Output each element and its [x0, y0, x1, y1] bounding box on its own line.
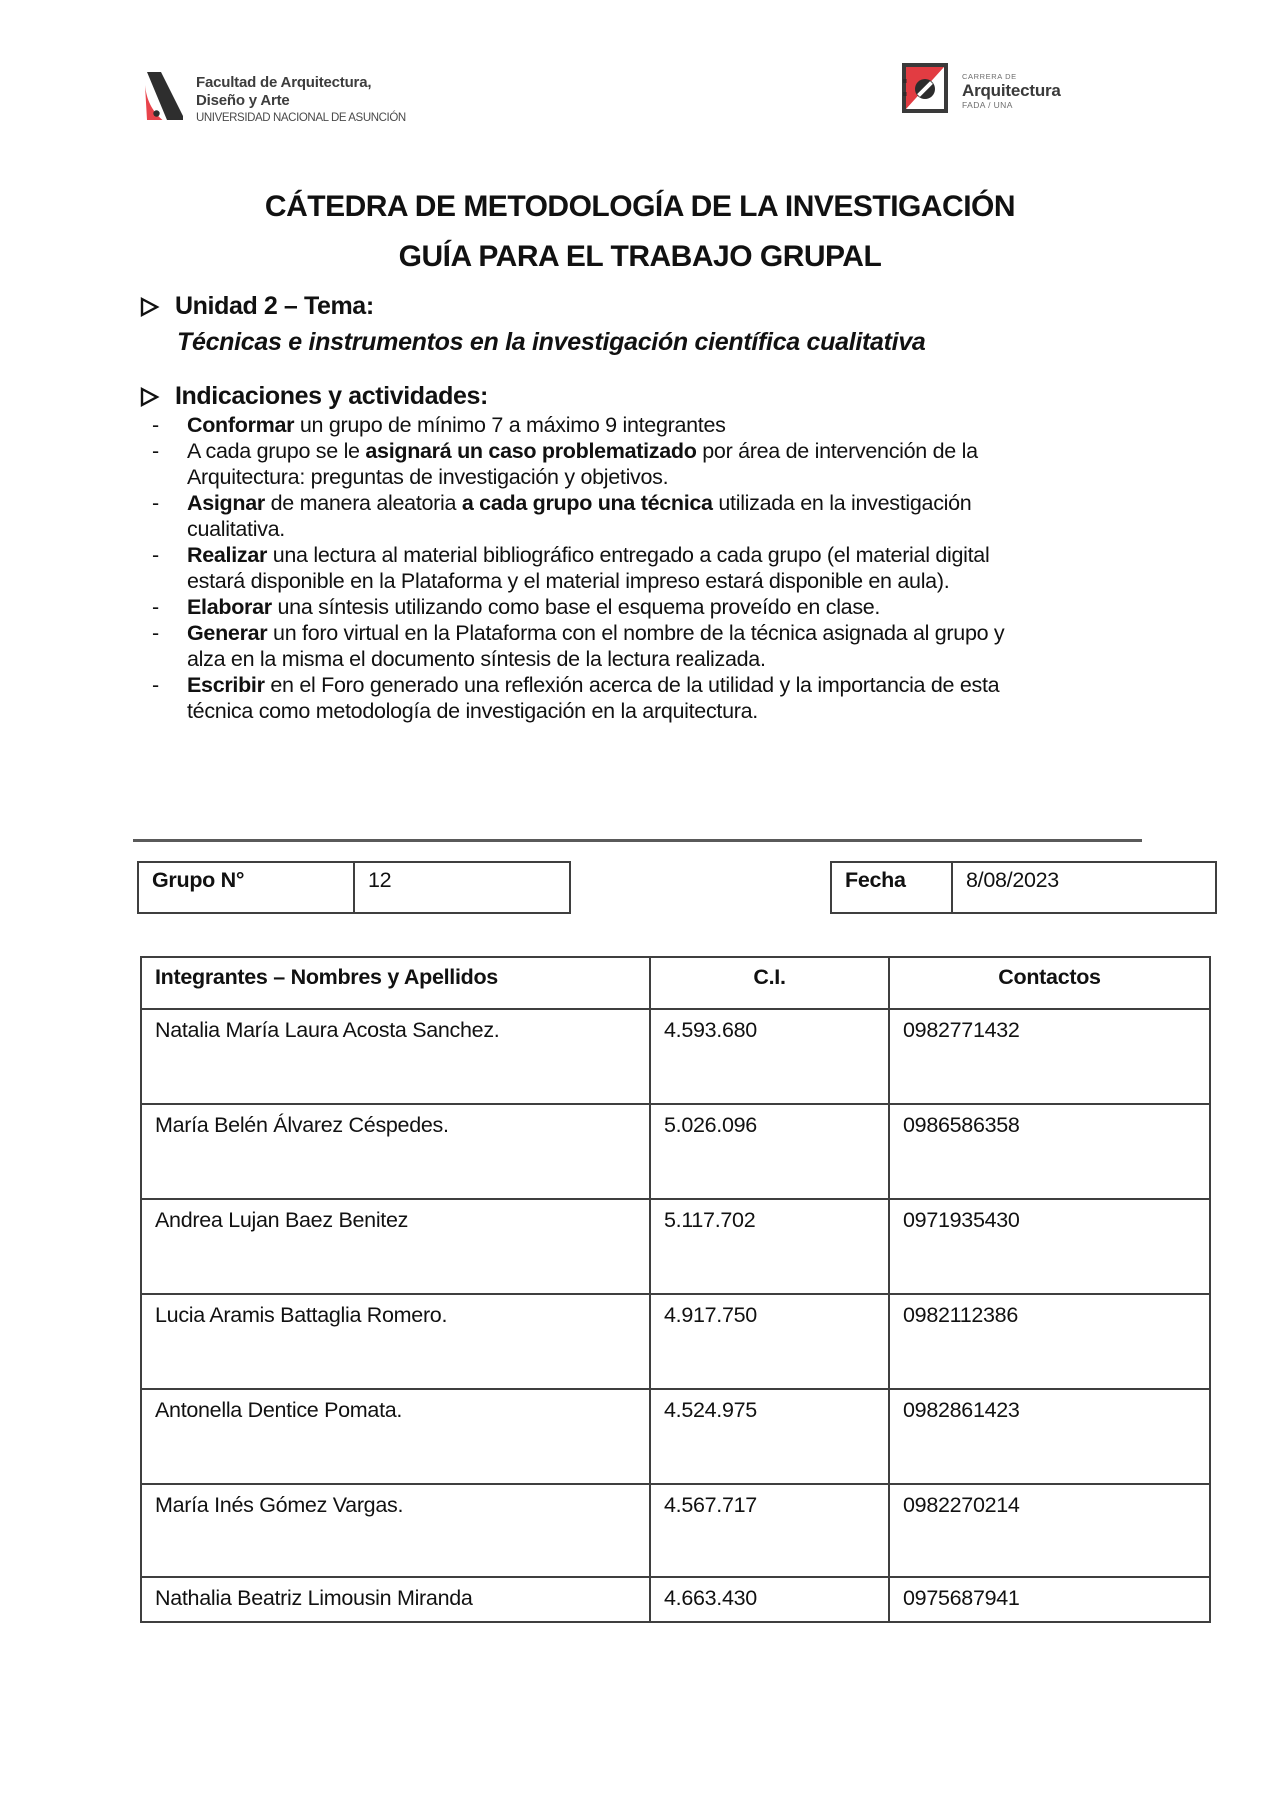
dash-marker: - [152, 673, 159, 697]
list-item [152, 594, 1132, 620]
horizontal-divider [133, 839, 1142, 842]
member-ci-cell: 4.917.750 [650, 1294, 889, 1389]
members-tbody [141, 1009, 1210, 1622]
list-item [152, 490, 1132, 542]
member-row [141, 1577, 1210, 1622]
list-item [152, 672, 1132, 724]
fada-triangle-logo-icon [137, 72, 183, 120]
member-ci-cell: 5.026.096 [650, 1104, 889, 1199]
column-header-contacts: Contactos [889, 957, 1210, 1009]
list-item-text: Escribir en el Foro generado una reflexión acerca de la utilidad y la importancia de esta técnica como metodología de investigación en la arquitectura. [187, 673, 1000, 723]
member-ci-cell: 4.663.430 [650, 1577, 889, 1622]
member-contact-cell: 0975687941 [889, 1577, 1210, 1622]
list-item [152, 412, 1132, 438]
member-name-cell: Nathalia Beatriz Limousin Miranda [141, 1577, 650, 1622]
dash-marker: - [152, 491, 159, 515]
member-ci-cell: 4.567.717 [650, 1484, 889, 1577]
member-name-cell: María Belén Álvarez Céspedes. [141, 1104, 650, 1199]
member-row [141, 1484, 1210, 1577]
arrow-bullet-icon [140, 296, 160, 318]
group-number-value: 12 [354, 862, 570, 913]
section-indicaciones [140, 382, 488, 411]
faculty-logo [137, 72, 406, 126]
member-name-cell: María Inés Gómez Vargas. [141, 1484, 650, 1577]
document-subtitle: GUÍA PARA EL TRABAJO GRUPAL [398, 240, 882, 273]
dash-marker: - [152, 543, 159, 567]
list-item [152, 620, 1132, 672]
group-number-table [137, 861, 571, 914]
section-unidad [140, 292, 374, 321]
list-item-text: A cada grupo se le asignará un caso problematizado por área de intervención de la Arquitectura: preguntas de investigación y objetivos. [187, 439, 978, 489]
member-ci-cell: 5.117.702 [650, 1199, 889, 1294]
dash-marker: - [152, 439, 159, 463]
unidad-heading: Unidad 2 – Tema: [175, 292, 374, 320]
indicaciones-heading: Indicaciones y actividades: [175, 382, 488, 410]
member-name-cell: Andrea Lujan Baez Benitez [141, 1199, 650, 1294]
column-header-names: Integrantes – Nombres y Apellidos [141, 957, 650, 1009]
career-logo [902, 63, 1061, 113]
university-name: UNIVERSIDAD NACIONAL DE ASUNCIÓN [196, 112, 406, 124]
dash-marker: - [152, 413, 159, 437]
unidad-theme: Técnicas e instrumentos en la investigación científica cualitativa [177, 328, 926, 356]
member-contact-cell: 0982112386 [889, 1294, 1210, 1389]
members-table [140, 956, 1211, 1623]
member-row [141, 1199, 1210, 1294]
member-contact-cell: 0986586358 [889, 1104, 1210, 1199]
dash-marker: - [152, 621, 159, 645]
date-label: Fecha [831, 862, 952, 913]
member-row [141, 1294, 1210, 1389]
faculty-name-line1: Facultad de Arquitectura, [196, 74, 372, 91]
document-title: CÁTEDRA DE METODOLOGÍA DE LA INVESTIGACIÓN [264, 190, 1016, 223]
member-name-cell: Lucia Aramis Battaglia Romero. [141, 1294, 650, 1389]
column-header-ci: C.I. [650, 957, 889, 1009]
list-item [152, 542, 1132, 594]
date-table [830, 861, 1217, 914]
member-name-cell: Antonella Dentice Pomata. [141, 1389, 650, 1484]
faculty-name-line2: Diseño y Arte [196, 92, 290, 109]
list-item-text: Elaborar una síntesis utilizando como base el esquema proveído en clase. [187, 595, 881, 619]
career-kicker: CARRERA DE [962, 71, 1017, 81]
table-row [831, 862, 1216, 913]
member-row [141, 1009, 1210, 1104]
list-item [152, 438, 1132, 490]
member-contact-cell: 0982861423 [889, 1389, 1210, 1484]
date-value: 8/08/2023 [952, 862, 1216, 913]
group-number-label: Grupo N° [138, 862, 354, 913]
career-logo-text [962, 66, 1061, 111]
carrera-arquitectura-logo-icon [902, 63, 948, 113]
member-contact-cell: 0971935430 [889, 1199, 1210, 1294]
member-row [141, 1104, 1210, 1199]
list-item-text: Generar un foro virtual en la Plataforma con el nombre de la técnica asignada al grupo y alza en la misma el documento síntesis de la lectura realizada. [187, 621, 1005, 671]
members-header-row [141, 957, 1210, 1009]
list-item-text: Conformar un grupo de mínimo 7 a máximo 9 integrantes [187, 413, 726, 437]
member-contact-cell: 0982270214 [889, 1484, 1210, 1577]
member-row [141, 1389, 1210, 1484]
member-ci-cell: 4.524.975 [650, 1389, 889, 1484]
member-ci-cell: 4.593.680 [650, 1009, 889, 1104]
dash-marker: - [152, 595, 159, 619]
career-faculty-abbrev: FADA / UNA [962, 99, 1013, 110]
member-name-cell: Natalia María Laura Acosta Sanchez. [141, 1009, 650, 1104]
faculty-logo-text [196, 72, 406, 126]
activity-list [152, 412, 1132, 724]
list-item-text: Realizar una lectura al material bibliográfico entregado a cada grupo (el material digital estará disponible en la Plataforma y el material impreso estará disponible en aula). [187, 543, 990, 593]
table-row [138, 862, 570, 913]
member-contact-cell: 0982771432 [889, 1009, 1210, 1104]
arrow-bullet-icon [140, 386, 160, 408]
list-item-text: Asignar de manera aleatoria a cada grupo una técnica utilizada en la investigación cualitativa. [187, 491, 972, 541]
career-name: Arquitectura [962, 80, 1061, 100]
